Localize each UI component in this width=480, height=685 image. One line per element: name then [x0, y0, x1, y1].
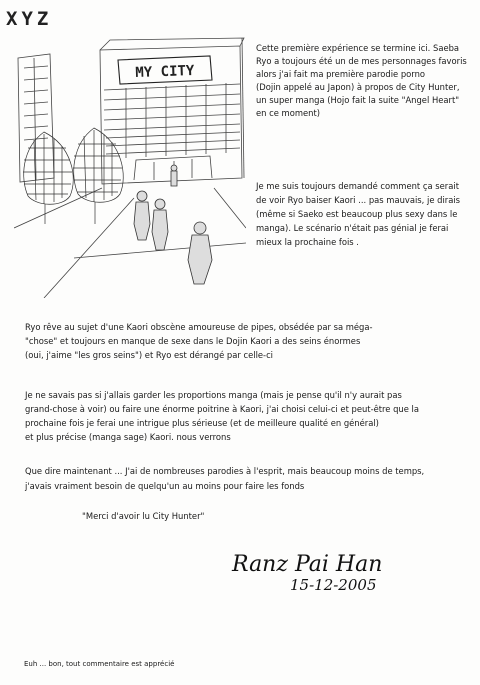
text-line: Ryo rêve au sujet d'une Kaori obscène amoureuse de pipes, obsédée par sa méga-	[25, 322, 373, 332]
people-figures	[134, 165, 212, 284]
text-line: alors j'ai fait ma première parodie porno	[256, 69, 426, 79]
my-city-sign: MY CITY	[135, 62, 195, 82]
text-line: Cette première expérience se termine ici. Saeba	[256, 43, 460, 53]
text-line: Je me suis toujours demandé comment ça serait	[256, 181, 459, 191]
text-line: grand-chose à voir) ou faire une énorme poitrine à Kaori, j'ai choisi celui-ci et peut-être que la	[25, 404, 420, 414]
text-line: (Dojin appelé au Japon) à propos de City Hunter,	[256, 82, 460, 92]
text-line: j'avais vraiment besoin de quelqu'un au moins pour faire les fonds	[25, 481, 305, 491]
xyz-logo: XYZ	[6, 8, 53, 30]
tree-right	[73, 128, 123, 224]
footer-note: Euh ... bon, tout commentaire est apprécié	[24, 660, 175, 668]
author-signature: Ranz Pai Han	[232, 552, 383, 577]
text-line: et plus précise (manga sage) Kaori. nous verrons	[25, 432, 231, 442]
text-line: Que dire maintenant ... J'ai de nombreuses parodies à l'esprit, mais beaucoup moins de temps,	[25, 466, 425, 476]
city-sketch-illustration	[14, 28, 246, 298]
text-line: prochaine fois je ferai une intrigue plus sérieuse (et de meilleure qualité en général)	[25, 418, 379, 428]
text-line: (oui, j'aime "les gros seins") et Ryo est dérangé par celle-ci	[25, 350, 274, 360]
text-line: Ryo a toujours été un de mes personnages favoris	[256, 56, 467, 66]
thanks-line: "Merci d'avoir lu City Hunter"	[82, 511, 205, 521]
text-line: de voir Ryo baiser Kaori ... pas mauvais, je dirais	[256, 195, 461, 205]
text-line: manga). Le scénario n'était pas génial je ferai	[256, 223, 449, 233]
text-line: en ce moment)	[256, 108, 320, 118]
text-line: "chose" et toujours en manque de sexe dans le Dojin Kaori a des seins énormes	[25, 336, 361, 346]
tree-left	[23, 132, 73, 224]
text-line: mieux la prochaine fois .	[256, 237, 359, 247]
signature-date: 15-12-2005	[290, 576, 377, 594]
text-line: un super manga (Hojo fait la suite "Angel Heart"	[256, 95, 460, 105]
text-line: Je ne savais pas si j'allais garder les proportions manga (mais je pense qu'il n'y aurait pas	[25, 390, 402, 400]
text-line: (même si Saeko est beaucoup plus sexy dans le	[256, 209, 458, 219]
